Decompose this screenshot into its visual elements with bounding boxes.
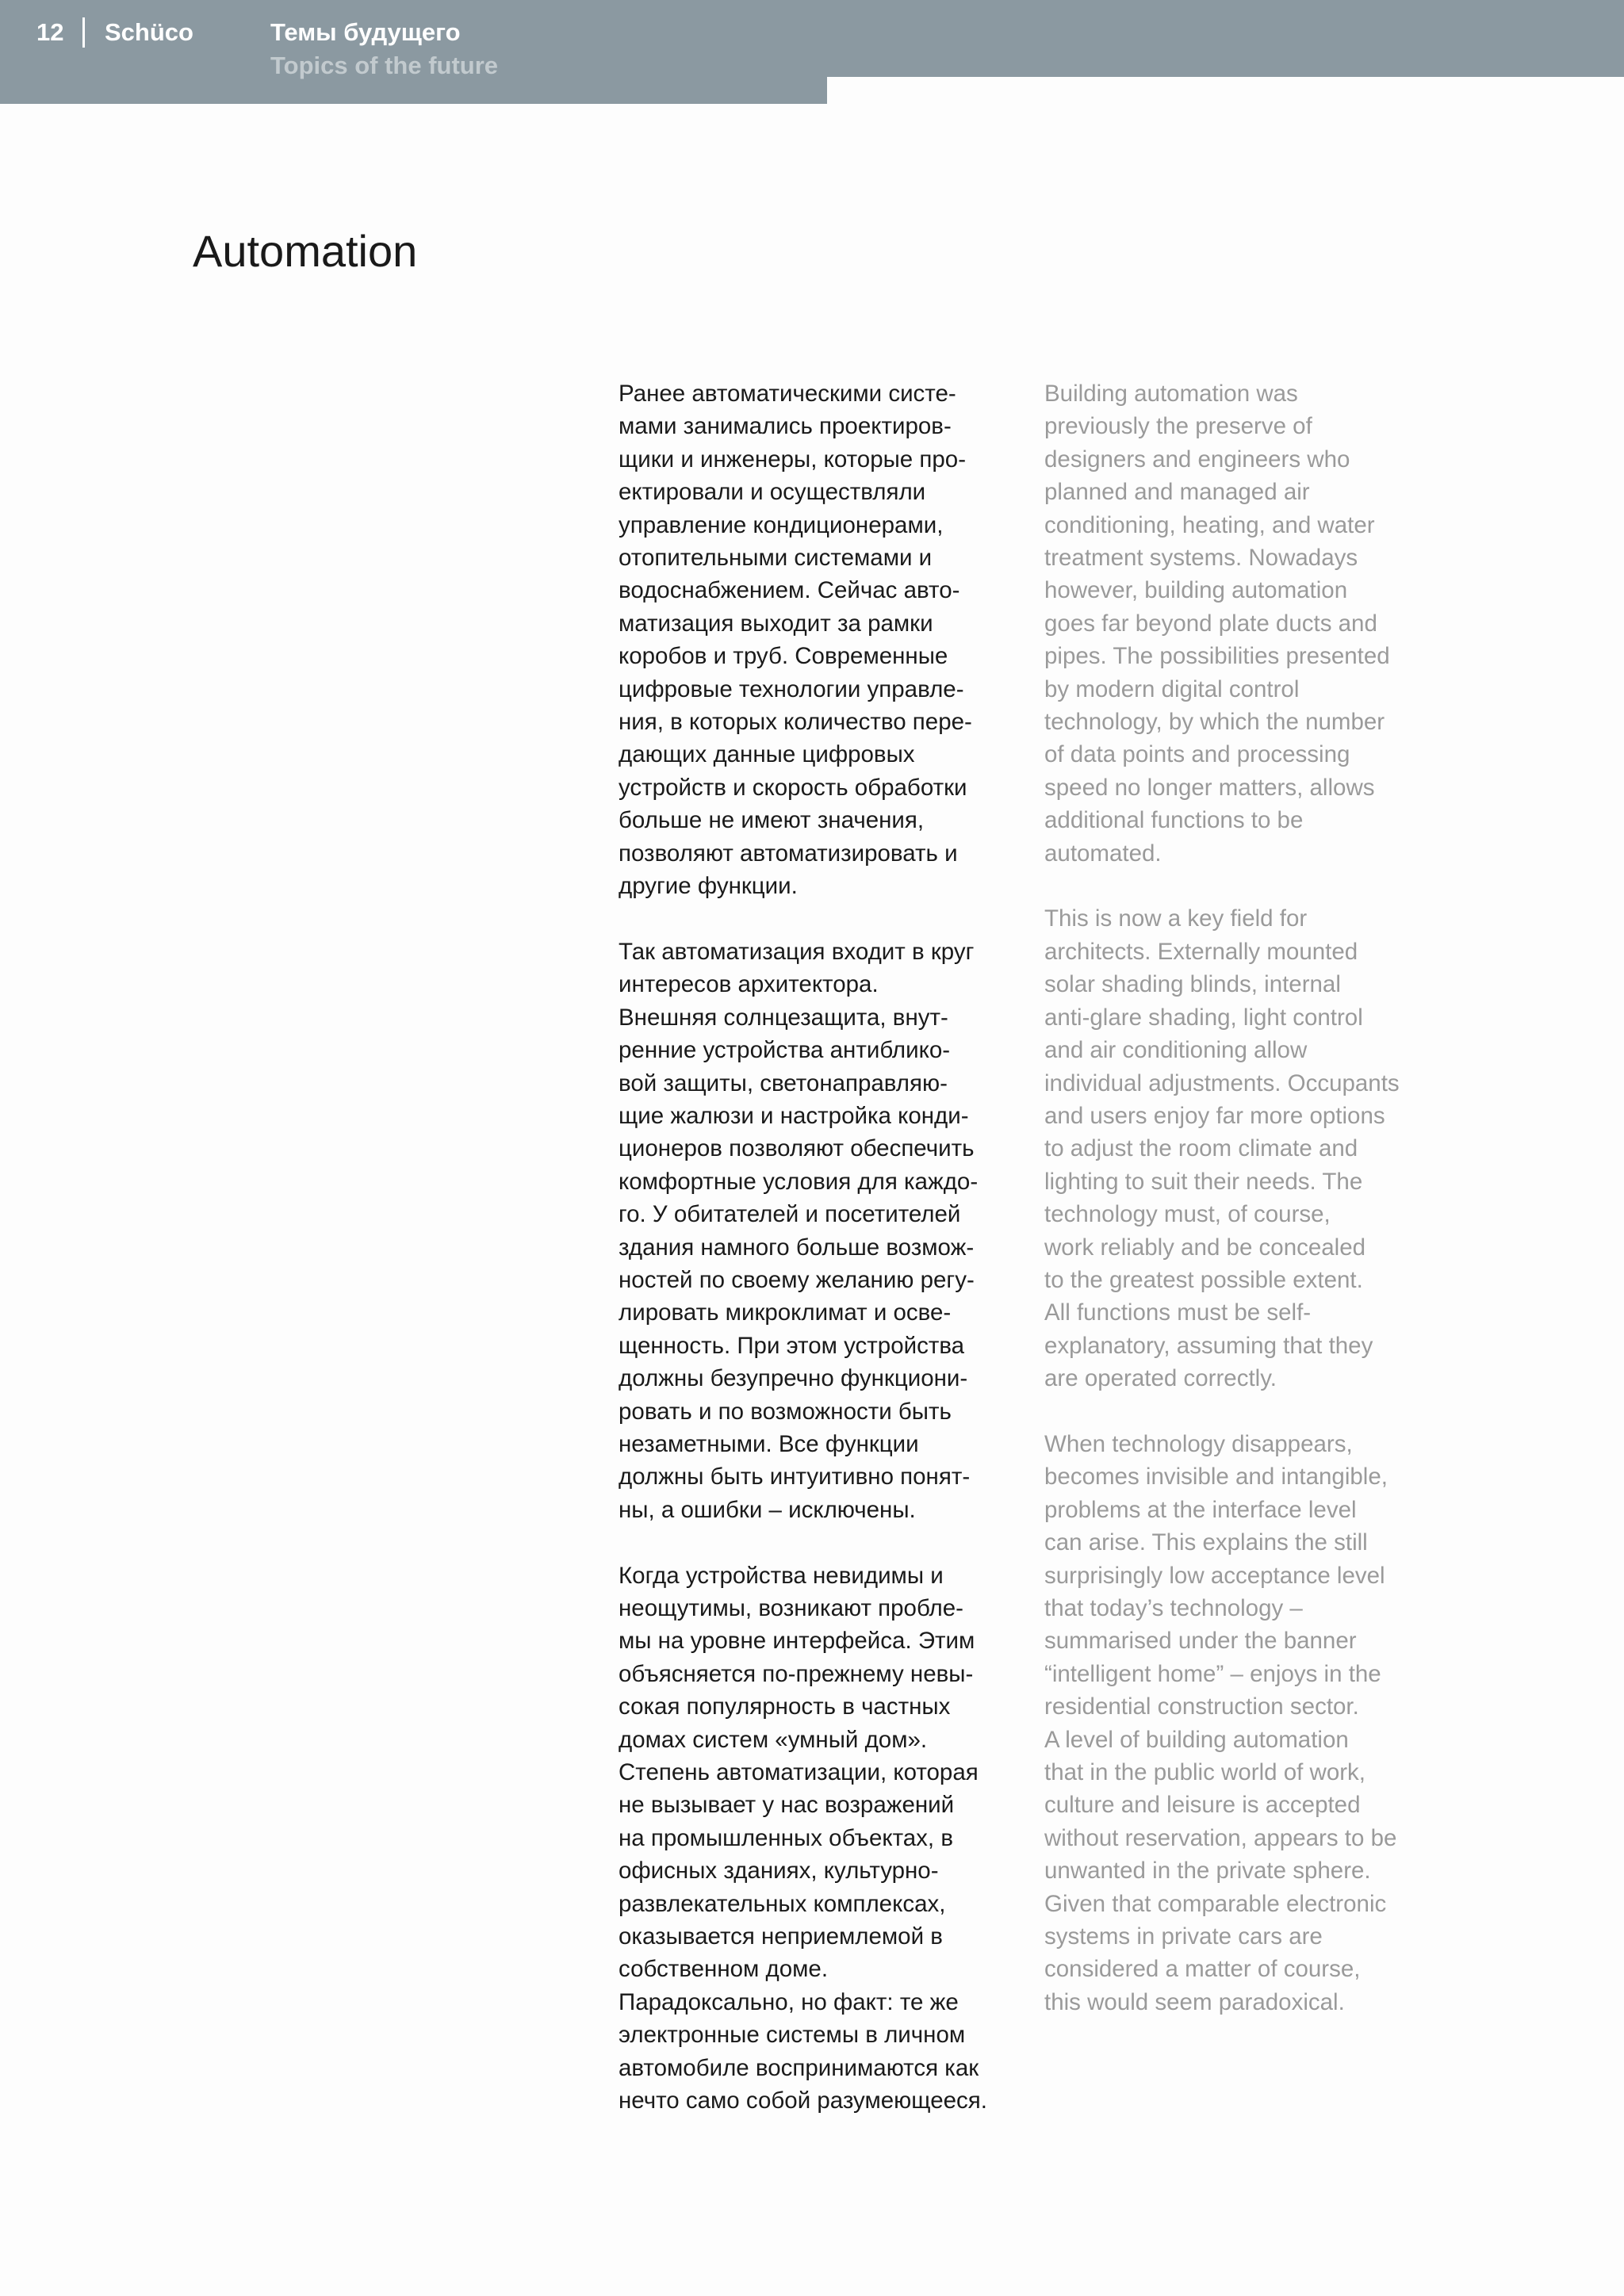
english-text-line: that in the public world of work, [1044,1759,1366,1786]
english-text-line: When technology disappears, [1044,1430,1353,1457]
russian-paragraph [619,377,1031,903]
english-text-line: however, building automation [1044,577,1348,604]
russian-text-line: щенность. При этом устройства [619,1332,965,1359]
russian-text-line: другие функции. [619,873,798,900]
english-text-line: technology must, of course, [1044,1201,1331,1228]
russian-text-line: Внешняя солнцезащита, внут- [619,1004,948,1031]
page-number: 12 [36,18,64,46]
english-text-line: goes far beyond plate ducts and [1044,610,1377,637]
english-text-line: can arise. This explains the still [1044,1529,1368,1556]
russian-text-line: ностей по своему желанию регу- [619,1266,975,1293]
english-text-column [1044,377,1457,2052]
russian-text-line: не вызывает у нас возражений [619,1792,955,1819]
russian-text-line: на промышленных объектах, в [619,1824,953,1851]
english-text-line: automated. [1044,840,1162,867]
russian-text-line: позволяют автоматизировать и [619,840,958,867]
header-divider [82,17,85,48]
english-text-line: designers and engineers who [1044,446,1350,473]
russian-text-line: интересов архитектора. [619,971,879,998]
russian-text-line: щики и инженеры, которые про- [619,446,967,473]
english-text-line: considered a matter of course, [1044,1956,1361,1983]
english-text-line: work reliably and be concealed [1044,1234,1366,1261]
english-text-line: and users enjoy far more options [1044,1102,1385,1129]
russian-text-line: ектировали и осуществляли [619,479,926,506]
brand-name: Schüco [105,18,193,46]
english-text-line: All functions must be self- [1044,1299,1312,1326]
russian-text-line: ния, в которых количество пере- [619,709,972,736]
russian-text-line: управление кондиционерами, [619,511,944,538]
english-text-line: pipes. The possibilities presented [1044,643,1390,670]
english-text-line: Building automation was [1044,381,1298,407]
russian-text-line: должны безупречно функциони- [619,1365,968,1392]
russian-text-line: устройств и скорость обработки [619,774,967,801]
russian-text-line: дающих данные цифровых [619,741,915,768]
russian-paragraph [619,1559,1031,2118]
russian-text-line: мы на уровне интерфейса. Этим [619,1628,975,1655]
english-text-line: This is now a key field for [1044,905,1308,932]
english-text-line: additional functions to be [1044,807,1304,834]
russian-text-line: Парадоксально, но факт: те же [619,1988,959,2015]
russian-text-line: собственном доме. [619,1956,829,1983]
russian-text-line: щие жалюзи и настройка конди- [619,1102,969,1129]
english-text-line: “intelligent home” – enjoys in the [1044,1660,1381,1687]
russian-text-line: матизация выходит за рамки [619,610,933,637]
english-paragraph [1044,902,1457,1395]
english-text-line: that today’s technology – [1044,1595,1303,1621]
english-text-line: anti-glare shading, light control [1044,1004,1363,1031]
russian-text-line: ны, а ошибки – исключены. [619,1496,916,1523]
english-text-line: conditioning, heating, and water [1044,511,1375,538]
english-text-line: previously the preserve of [1044,413,1312,440]
russian-paragraph [619,936,1031,1526]
english-text-line: of data points and processing [1044,741,1350,768]
english-text-line: Given that comparable electronic [1044,1890,1387,1917]
russian-text-line: ровать и по возможности быть [619,1398,952,1425]
english-text-line: individual adjustments. Occupants [1044,1070,1400,1096]
russian-text-line: коробов и труб. Современные [619,643,948,670]
english-text-line: are operated correctly. [1044,1365,1277,1392]
english-text-line: problems at the interface level [1044,1496,1357,1523]
english-text-line: without reservation, appears to be [1044,1824,1397,1851]
english-text-line: speed no longer matters, allows [1044,774,1375,801]
russian-text-line: Когда устройства невидимы и [619,1562,944,1589]
english-text-line: this would seem paradoxical. [1044,1988,1345,2015]
russian-text-line: ренние устройства антиблико- [619,1037,951,1064]
russian-text-line: го. У обитателей и посетителей [619,1201,961,1228]
english-text-line: surprisingly low acceptance level [1044,1562,1385,1589]
english-text-line: unwanted in the private sphere. [1044,1858,1371,1885]
russian-text-line: комфортные условия для каждо- [619,1168,979,1195]
english-text-line: explanatory, assuming that they [1044,1332,1373,1359]
english-text-line: systems in private cars are [1044,1923,1323,1950]
english-text-line: solar shading blinds, internal [1044,971,1341,998]
russian-text-line: офисных зданиях, культурно- [619,1858,939,1885]
english-text-line: to adjust the room climate and [1044,1135,1358,1162]
russian-text-line: объясняется по-прежнему невы- [619,1660,974,1687]
russian-text-line: сокая популярность в частных [619,1693,951,1720]
english-text-line: culture and leisure is accepted [1044,1792,1361,1819]
russian-text-line: цифровые технологии управле- [619,675,964,702]
english-text-line: lighting to suit their needs. The [1044,1168,1363,1195]
russian-text-line: отопительными системами и [619,545,933,572]
russian-text-line: лировать микроклимат и осве- [619,1299,952,1326]
english-text-line: becomes invisible and intangible, [1044,1464,1388,1490]
english-text-line: technology, by which the number [1044,709,1385,736]
english-text-line: residential construction sector. [1044,1693,1359,1720]
russian-text-line: оказывается неприемлемой в [619,1923,943,1950]
russian-text-line: неощутимы, возникают пробле- [619,1595,963,1621]
russian-text-line: Ранее автоматическими систе- [619,381,956,407]
english-text-line: to the greatest possible extent. [1044,1266,1363,1293]
english-text-line: architects. Externally mounted [1044,938,1358,965]
english-text-line: planned and managed air [1044,479,1310,506]
russian-text-line: электронные системы в личном [619,2022,966,2049]
russian-text-line: автомобиле воспринимаются как [619,2054,979,2081]
russian-text-line: домах систем «умный дом». [619,1726,928,1753]
russian-text-line: ционеров позволяют обеспечить [619,1135,975,1162]
russian-text-line: мами занимались проектиров- [619,413,952,440]
russian-text-line: здания намного больше возмож- [619,1234,975,1261]
english-paragraph [1044,1428,1457,2019]
english-text-line: by modern digital control [1044,675,1300,702]
header-bar [0,0,1624,77]
section-title-russian: Темы будущего [270,18,461,46]
page-title: Automation [193,225,418,276]
english-text-line: treatment systems. Nowadays [1044,545,1358,572]
russian-text-line: нечто само собой разумеющееся. [619,2087,987,2114]
russian-text-line: Так автоматизация входит в круг [619,938,975,965]
russian-text-line: должны быть интуитивно понят- [619,1464,971,1490]
russian-text-line: вой защиты, светонаправляю- [619,1070,948,1096]
english-text-line: summarised under the banner [1044,1628,1357,1655]
russian-text-line: развлекательных комплексах, [619,1890,946,1917]
english-text-line: A level of building automation [1044,1726,1349,1753]
russian-text-column [619,377,1031,2150]
russian-text-line: больше не имеют значения, [619,807,925,834]
section-title-english: Topics of the future [270,52,499,79]
english-text-line: and air conditioning allow [1044,1037,1308,1064]
russian-text-line: Степень автоматизации, которая [619,1759,979,1786]
english-paragraph [1044,377,1457,870]
russian-text-line: незаметными. Все функции [619,1430,919,1457]
russian-text-line: водоснабжением. Сейчас авто- [619,577,960,604]
